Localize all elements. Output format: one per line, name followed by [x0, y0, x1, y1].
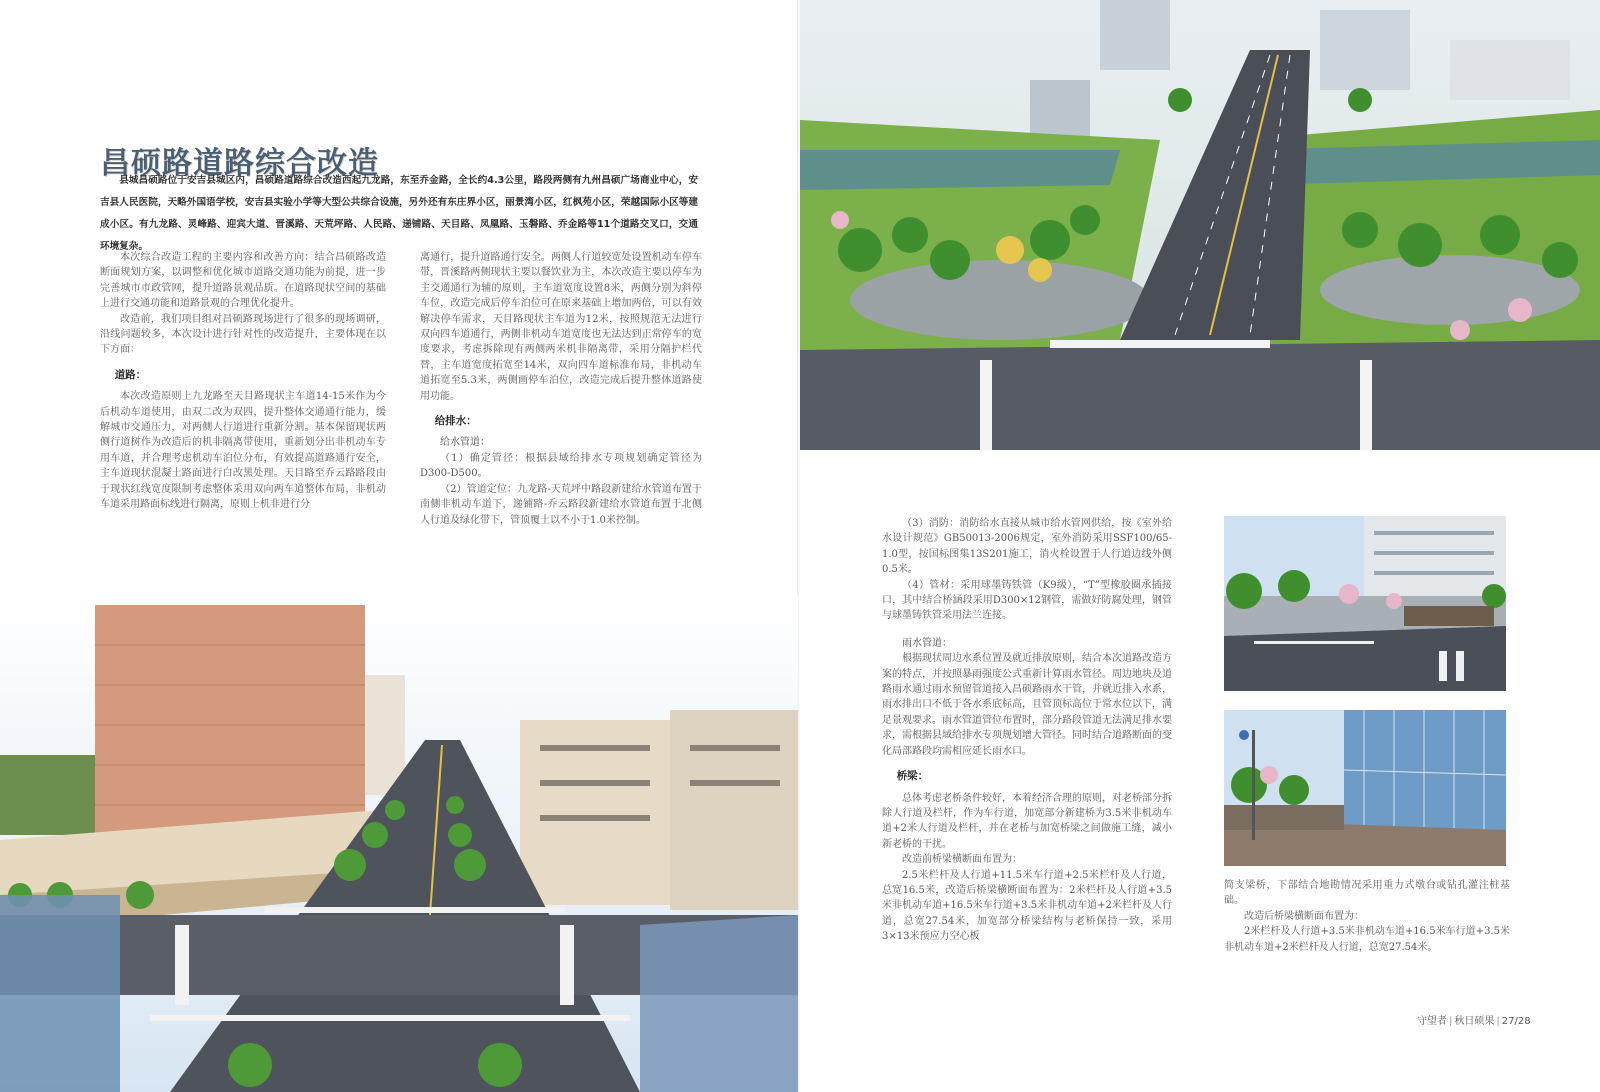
article-title: 昌硕路道路综合改造 [100, 146, 379, 182]
magazine-name: 守望者 [1417, 1016, 1447, 1027]
aerial-road-rendering [800, 0, 1600, 450]
subheading-rainwater: 雨水管道： [902, 637, 952, 649]
paragraph: （1）确定管径：根据县域给排水专项规划确定管径为D300-D500。 [420, 452, 702, 480]
article-intro: 县城昌硕路位于安吉县城区内，昌硕路道路综合改造西起九龙路，东至乔金路，全长约4.3公里，路段两侧有九州昌硕广场商业中心，安吉县人民医院，天略外国语学校，安吉县实验小学等大型公共综合设施，另外还有东庄界小区，丽景湾小区，红枫苑小区，荣越国际小区等建成小区。有九龙路、灵峰路、迎宾大道、晋溪路、天荒坪路、人民路、递铺路、天目路、凤凰路、玉磐路、乔金路等11个道路交叉口，交通环境复杂。 [100, 175, 698, 252]
text-column-4 [1224, 878, 1510, 955]
paragraph: （3）消防：消防给水直接从城市给水管网供给，按《室外给水设计规范》GB50013-2006规定，室外消防采用SSF100/65-1.0型，按国标图集13S201施工，消火栓设置于人行道边线外侧0.5米。 [882, 518, 1172, 576]
bridge-plaza-illustration [1224, 710, 1506, 866]
paragraph: 总体考虑老桥条件较好，本着经济合理的原则，对老桥部分拆除人行道及栏杆，作为车行道，加宽部分新建桥为3.5米非机动车道+2米人行道及栏杆，并在老桥与加宽桥梁之间做施工缝，减小新老桥的干扰。 [882, 792, 1172, 850]
paragraph: 根据现状周边水系位置及就近排放原则，结合本次道路改造方案的特点，并按照暴雨强度公式重新计算雨水管径。周边地块及道路雨水通过雨水预留管道接入昌硕路雨水干管，并就近排入水系，雨水排出口不低于各水系底标高，且管顶标高位于常水位以下，满足景观要求。雨水管道管位布置时，部分路段管道无法满足排水要求，需根据县域给排水专项规划增大管径。同时结合道路断面的变化局部路段均需相应延长雨水口。 [882, 653, 1172, 757]
section-heading-bridge: 桥梁： [896, 770, 929, 783]
paragraph: 改造前桥梁横断面布置为： [902, 854, 1022, 866]
page-numbers: 27/28 [1501, 1016, 1531, 1027]
paragraph: 2米栏杆及人行道+3.5米非机动车道+16.5米车行道+3.5米非机动车道+2米栏杆及人行道，总宽27.54米。 [1224, 926, 1510, 953]
bridge-plaza-rendering-small [1224, 710, 1506, 866]
paragraph: 改造前，我们项目组对昌硕路现场进行了很多的现场调研，沿线问题较多，本次设计进行针对性的改造提升，主要体现在以下方面： [100, 313, 386, 356]
section-heading-road: 道路： [114, 368, 147, 381]
paragraph: 本次改造原则上九龙路至天目路现状主车道14-15米作为今后机动车道使用，由双二改为双四，提升整体交通通行能力，缓解城市交通压力，对两侧人行道进行重新分割。基本保留现状两侧行道树作为改造后的机非隔离带使用，重新划分出非机动车专用车道，并合理考虑机动车泊位分布，有效提高道路通行安全，主车道现状混凝土路面进行白改黑处理。天目路至乔云路路段由于现状红线宽度限制考虑整体采用双向两车道整体布局，非机动车道采用路面标线进行隔离，原则上机非进行分 [100, 391, 386, 511]
text-column-1 [100, 250, 386, 513]
footer-separator: | [1496, 1016, 1500, 1027]
text-column-2 [420, 250, 702, 528]
paragraph: 离通行，提升道路通行安全。两侧人行道较宽处设置机动车停车带，晋溪路两侧现状主要以餐饮业为主，本次改造主要以停车为主交通通行为辅的原则，主车道宽度设置8米，两侧分别为斜停车位，改造完成后停车泊位可在原来基础上增加两倍，可以有效解决停车需求，天目路现状主车道为12米，按照规范无法进行双向四车道通行，两侧非机动车道宽度也无法达到正常停车的宽度要求，考虑拆除现有两侧两米机非隔离带，采用分隔护栏代替，主车道宽度拓宽至14米，双向四车道标准布局，非机动车道拓宽至5.3米，两侧画停车泊位，改造完成后提升整体道路使用功能。 [420, 252, 702, 402]
text-column-3 [882, 516, 1172, 945]
streetscape-rendering-small [1224, 516, 1506, 691]
page-footer [1417, 1012, 1531, 1027]
paragraph: 2.5米栏杆及人行道+11.5米车行道+2.5米栏杆及人行道，总宽16.5米，改造后桥梁横断面布置为：2米栏杆及人行道+3.5米非机动车道+16.5米车行道+3.5米非机动车道+2米栏杆及人行道，总宽27.54米，加宽部分桥梁结构与老桥保持一致，采用3×13米预应力空心板 [882, 869, 1172, 943]
aerial-rendering-illustration [800, 0, 1600, 450]
paragraph: 简支梁桥，下部结合地勘情况采用重力式墩台或钻孔灌注桩基础。 [1224, 880, 1510, 907]
subheading-water-supply: 给水管道： [440, 437, 490, 449]
footer-separator: | [1449, 1016, 1453, 1027]
streetscape-illustration [1224, 516, 1506, 691]
issue-name: 秋日硕果 [1454, 1016, 1495, 1027]
paragraph: （4）管材：采用球墨铸铁管（K9级），“T”型橡胶圈承插接口，其中结合桥涵段采用D300×12钢管，需做好防腐处理，钢管与球墨铸铁管采用法兰连接。 [882, 579, 1172, 622]
street-rendering-illustration [0, 595, 798, 1092]
paragraph: 改造后桥梁横断面布置为： [1244, 910, 1364, 922]
paragraph: 本次综合改造工程的主要内容和改善方向：结合昌硕路改造断面规划方案，以调整和优化城市道路交通功能为前提，进一步完善城市市政管网，提升道路景观品质。在道路现状空间的基础上进行交通功能和道路景观的合理优化提升。 [100, 252, 386, 310]
paragraph: （2）管道定位：九龙路-天荒坪中路段新建给水管道布置于南侧非机动车道下，递铺路-乔云路段新建给水管道布置于北侧人行道及绿化带下，管顶覆土以不小于1.0米控制。 [420, 483, 702, 526]
street-level-rendering [0, 595, 798, 1092]
section-heading-water: 给排水： [434, 415, 477, 428]
